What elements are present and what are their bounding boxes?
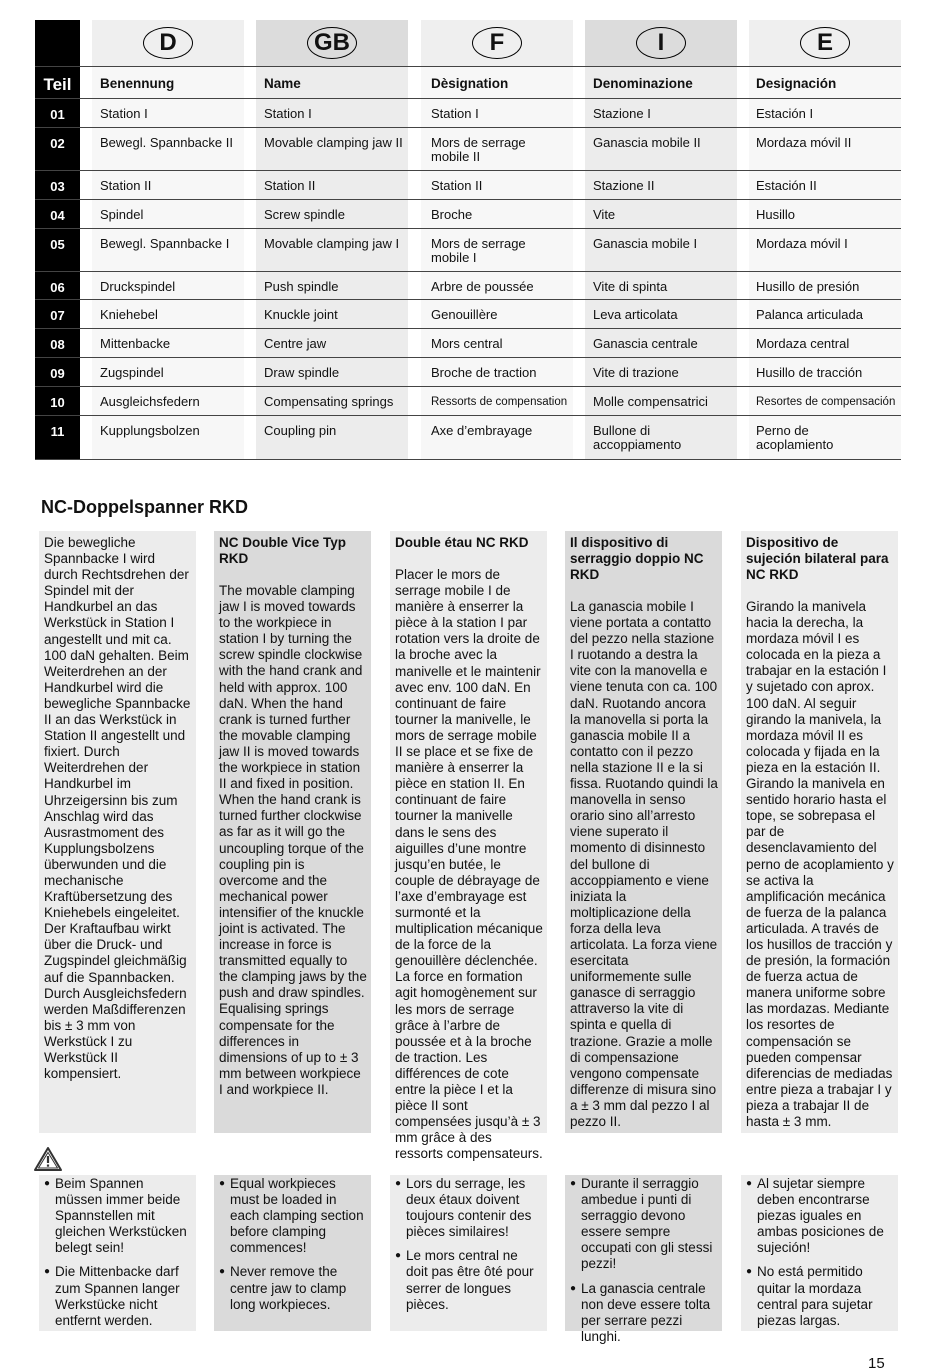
part-number: 03 xyxy=(50,179,65,194)
safety-note: ● Never remove the centre jaw to clamp long workpieces. xyxy=(219,1264,347,1312)
cell-d: Druckspindel xyxy=(100,279,176,294)
text-column-gb xyxy=(214,531,371,1133)
cell-d: Mittenbacke xyxy=(100,336,171,351)
cell-f: Arbre de poussée xyxy=(431,279,534,294)
text-column-d xyxy=(39,531,196,1133)
bullet-icon: ● xyxy=(44,1266,51,1278)
cell-gb: Station I xyxy=(264,106,312,121)
lang-header-f xyxy=(421,20,573,66)
cell-e: Husillo xyxy=(756,207,796,222)
lang-header-i xyxy=(585,20,737,66)
column-body-f: Placer le mors de serrage mobile I de manière à enserrer la pièce à la station I par rotation vers la droite de la broche avec la manivelle et le maintenir avec env. 100 daN. En continuant de faire tourner la manivelle, le mors de serrage mobile II se place et se fixe de manière à enserrer la pièce en station II. En continuant de faire tourner la manivelle dans le sens des aiguilles d’une montre jusqu’en butée, le couple de débrayage de l’axe d’embrayage est surmonté et la multiplication mécanique de la force de la genouillère déclenchée. La force en formation agit homogènement sur les mors de serrage grâce à l’arbre de poussée et à la broche de traction. Les différences de cote entre la pièce I et la pièce II sont compensées jusqu’à ± 3 mm grâce à des ressorts compensateurs. xyxy=(395,567,543,1162)
cell-i: Vite xyxy=(593,207,616,222)
cell-d: Ausgleichsfedern xyxy=(100,394,200,409)
table-row xyxy=(35,271,901,300)
cell-d: Zugspindel xyxy=(100,365,164,380)
cell-d: Bewegl. Spannbacke II xyxy=(100,135,233,150)
cell-d: Kniehebel xyxy=(100,307,158,322)
table-row xyxy=(35,299,901,329)
cell-i: Leva articolata xyxy=(593,307,678,322)
cell-d: Station II xyxy=(100,178,152,193)
column-heading-i: Il dispositivo di serraggio doppio NC RKD xyxy=(570,535,704,582)
cell-f: Genouillère xyxy=(431,307,498,322)
lang-header-d xyxy=(92,20,244,66)
cell-gb: Coupling pin xyxy=(264,423,337,438)
cell-f: Broche xyxy=(431,207,473,222)
bullet-icon: ● xyxy=(395,1178,402,1189)
cell-f: Broche de traction xyxy=(431,365,537,380)
lang-header-e xyxy=(749,20,901,66)
safety-note: ● La ganascia centrale non deve essere tolta per serrare pezzi lunghi. xyxy=(570,1280,711,1344)
cell-i: Ganascia mobile II xyxy=(593,135,701,150)
cell-i: Molle compensatrici xyxy=(593,394,708,409)
header-e: Designación xyxy=(756,76,837,91)
cell-f: Station II xyxy=(431,178,483,193)
cell-gb: Compensating springs xyxy=(264,394,394,409)
column-body-d: Die bewegliche Spannbacke I wird durch Rechtsdrehen der Spindel mit der Handkurbel an das Werkstück in Station I angestellt und mit ca. 100 daN gehalten. Beim Weiterdrehen an der Handkurbel wird die bewegliche Spannbacke II an das Werkstück in Station II angestellt und fixiert. Durch Weiterdrehen der Handkurbel im Uhrzeigersinn bis zum Anschlag wird das Ausrastmoment des Kupplungsbolzens überwunden und die mechanische Kraftübersetzung des Kniehebels eingeleitet. Der Kraftaufbau wirkt über die Druck- und Zugspindel gleichmäßig auf die Spannbacken. Durch Ausgleichsfedern werden Maßdifferenzen bis ± 3 mm von Werkstück I zu Werkstück II kompensiert. xyxy=(44,535,191,1082)
notes-column-d xyxy=(39,1175,196,1331)
safety-note: ● No está permitido quitar la mordaza central para sujetar piezas largas. xyxy=(746,1264,873,1328)
table-row xyxy=(35,199,901,229)
cell-gb: Centre jaw xyxy=(264,336,327,351)
lang-header-gb xyxy=(256,20,408,66)
part-number: 07 xyxy=(50,308,65,323)
safety-note: ● Lors du serrage, les deux étaux doivent toujours contenir des pièces similaires! xyxy=(395,1176,532,1240)
cell-i: Stazione II xyxy=(593,178,655,193)
table-row xyxy=(35,386,901,416)
bullet-icon: ● xyxy=(746,1266,753,1278)
cell-e: Estación I xyxy=(756,106,814,121)
header-i: Denominazione xyxy=(593,76,693,91)
cell-e: Mordaza central xyxy=(756,336,850,351)
cell-f: Mors de serrage mobile II xyxy=(431,135,526,164)
table-row xyxy=(35,328,901,358)
bullet-icon: ● xyxy=(746,1178,753,1189)
part-number: 08 xyxy=(50,337,65,352)
safety-note: ● Equal workpieces must be loaded in each clamping section before clamping commences! xyxy=(219,1176,364,1256)
cell-gb: Movable clamping jaw II xyxy=(264,135,403,150)
header-d: Benennung xyxy=(100,76,175,91)
table-bottom-rule xyxy=(35,459,901,460)
part-number: 01 xyxy=(50,107,65,122)
cell-f: Ressorts de compensation xyxy=(431,396,568,408)
part-number: 04 xyxy=(50,208,65,223)
cell-e: Husillo de tracción xyxy=(756,365,863,380)
cell-e: Mordaza móvil II xyxy=(756,135,852,150)
cell-i: Stazione I xyxy=(593,106,651,121)
notes-column-i xyxy=(565,1175,722,1344)
cell-d: Spindel xyxy=(100,207,144,222)
warning-triangle-icon xyxy=(33,1146,63,1172)
safety-note: ● Durante il serraggio ambedue i punti di serraggio devono essere sempre occupati con gli stessi pezzi! xyxy=(570,1176,713,1272)
table-row xyxy=(35,170,901,200)
table-row xyxy=(35,127,901,171)
lang-badge-d: D xyxy=(143,27,193,59)
cell-e: Palanca articulada xyxy=(756,307,863,322)
cell-gb: Screw spindle xyxy=(264,207,345,222)
text-column-f xyxy=(390,531,547,1162)
column-body-e: Girando la manivela hacia la derecha, la mordaza móvil I es colocada en la pieza a trabajar en la estación I y sujetado con aprox. 100 daN. Al seguir girando la manivela, la mordaza móvil II es colocada y fijada en la pieza en la estación II. Girando la manivela en sentido horario hasta el tope, se sobrepasa el par de desenclavamiento del perno de acoplamiento y se activa la amplificación mecánica de fuerza de la palanca articulada. A través de los husillos de tracción y de presión, la formación de fuerza actua de manera uniforme sobre las mordazas. Mediante los resortes de compensación se pueden compensar diferencias de mediadas entre pieza a trabajar I y pieza a trabajar II de hasta ± 3 mm. xyxy=(746,599,894,1129)
lang-badge-i: I xyxy=(636,27,686,59)
column-heading-gb: NC Double Vice Typ RKD xyxy=(219,535,347,566)
part-number: 10 xyxy=(50,395,65,410)
page-number: 15 xyxy=(868,1355,885,1372)
part-number: 06 xyxy=(50,280,65,295)
section-title: NC-Doppelspanner RKD xyxy=(41,497,249,517)
cell-i: Ganascia centrale xyxy=(593,336,698,351)
column-heading-f: Double étau NC RKD xyxy=(395,535,529,550)
cell-e: Resortes de compensación xyxy=(756,396,896,408)
cell-d: Station I xyxy=(100,106,148,121)
column-body-gb: The movable clamping jaw I is moved towards to the workpiece in station I by turning the screw spindle clockwise with the hand crank and held with approx. 100 daN. When the hand crank is turned further the movable clamping jaw II is moved towards the workpiece in station II and fixed in position. When the hand crank is turned further clockwise as far as it will go the uncoupling torque of the coupling pin is overcome and the mechanical power intensifier of the knuckle joint is activated. The increase in force is transmitted equally to the clamping jaws by the push and draw spindles. Equalising springs compensate for the differences in dimensions of up to ± 3 mm between workpiece I and workpiece II. xyxy=(219,583,367,1097)
cell-gb: Draw spindle xyxy=(264,365,340,380)
header-f: Dèsignation xyxy=(431,76,509,91)
column-body-i: La ganascia mobile I viene portata a contatto del pezzo nella stazione I ruotando a destra la vite con la manovella e viene tenuta con ca. 100 daN. Ruotando ancora la manovella si porta la ganascia mobile II a contatto con il pezzo nella stazione II e la si fissa. Ruotando quindi la manovella in senso orario sino all’arresto viene superato il momento di disinnesto del bullone di accoppiamento e viene iniziata la moltiplicazione della forza della leva articolata. La forza viene esercitata uniformemente sulle ganasce di serraggio attraverso la vite di spinta e quella di trazione. Grazie a molle di compensazione vengono compensate differenze di misura sino a ± 3 mm dal pezzo I al pezzo II. xyxy=(570,599,718,1129)
notes-column-f xyxy=(390,1175,547,1331)
table-row xyxy=(35,98,901,128)
cell-e: Estación II xyxy=(756,178,817,193)
table-row xyxy=(35,228,901,272)
cell-f: Station I xyxy=(431,106,479,121)
table-row xyxy=(35,357,901,387)
cell-i: Bullone di accoppiamento xyxy=(593,423,682,452)
column-heading-e: Dispositivo de sujeción bilateral para NC RKD xyxy=(746,535,889,582)
bullet-icon: ● xyxy=(44,1178,51,1189)
notes-column-e xyxy=(741,1175,898,1331)
cell-d: Bewegl. Spannbacke I xyxy=(100,236,230,251)
cell-f: Mors de serrage mobile I xyxy=(431,236,526,265)
part-number: 11 xyxy=(50,424,65,439)
cell-e: Perno de acoplamiento xyxy=(756,423,834,452)
part-number: 09 xyxy=(50,366,65,381)
cell-gb: Knuckle joint xyxy=(264,307,338,322)
text-column-e xyxy=(741,531,898,1133)
bullet-icon: ● xyxy=(395,1250,402,1262)
cell-f: Mors central xyxy=(431,336,503,351)
cell-gb: Movable clamping jaw I xyxy=(264,236,400,251)
notes-column-gb xyxy=(214,1175,371,1331)
header-gb: Name xyxy=(264,76,301,91)
cell-d: Kupplungsbolzen xyxy=(100,423,200,438)
table-row xyxy=(35,415,901,461)
cell-gb: Push spindle xyxy=(264,279,339,294)
cell-i: Vite di trazione xyxy=(593,365,679,380)
teil-label: Teil xyxy=(43,75,72,94)
cell-e: Mordaza móvil I xyxy=(756,236,848,251)
safety-note: ● Beim Spannen müssen immer beide Spannstellen mit gleichen Werkstücken belegt sein! xyxy=(44,1176,187,1256)
safety-note: ● Le mors central ne doit pas être ôté pour serrer de longues pièces. xyxy=(395,1248,534,1312)
part-number: 05 xyxy=(50,237,65,252)
cell-i: Ganascia mobile I xyxy=(593,236,698,251)
lang-badge-f: F xyxy=(472,27,522,59)
cell-i: Vite di spinta xyxy=(593,279,668,294)
cell-f: Axe d’embrayage xyxy=(431,423,533,438)
lang-badge-gb: GB xyxy=(307,27,357,59)
table-header-row xyxy=(35,66,901,99)
part-number: 02 xyxy=(50,136,65,151)
text-column-i xyxy=(565,531,722,1133)
cell-gb: Station II xyxy=(264,178,316,193)
bullet-icon: ● xyxy=(219,1266,226,1278)
bullet-icon: ● xyxy=(219,1178,226,1189)
bullet-icon: ● xyxy=(570,1282,577,1294)
safety-note: ● Die Mittenbacke darf zum Spannen langer Werkstücke nicht entfernt werden. xyxy=(44,1264,180,1328)
cell-e: Husillo de presión xyxy=(756,279,860,294)
lang-badge-e: E xyxy=(800,27,850,59)
safety-note: ● Al sujetar siempre deben encontrarse piezas iguales en ambas posiciones de sujeción! xyxy=(746,1176,884,1256)
bullet-icon: ● xyxy=(570,1178,577,1189)
